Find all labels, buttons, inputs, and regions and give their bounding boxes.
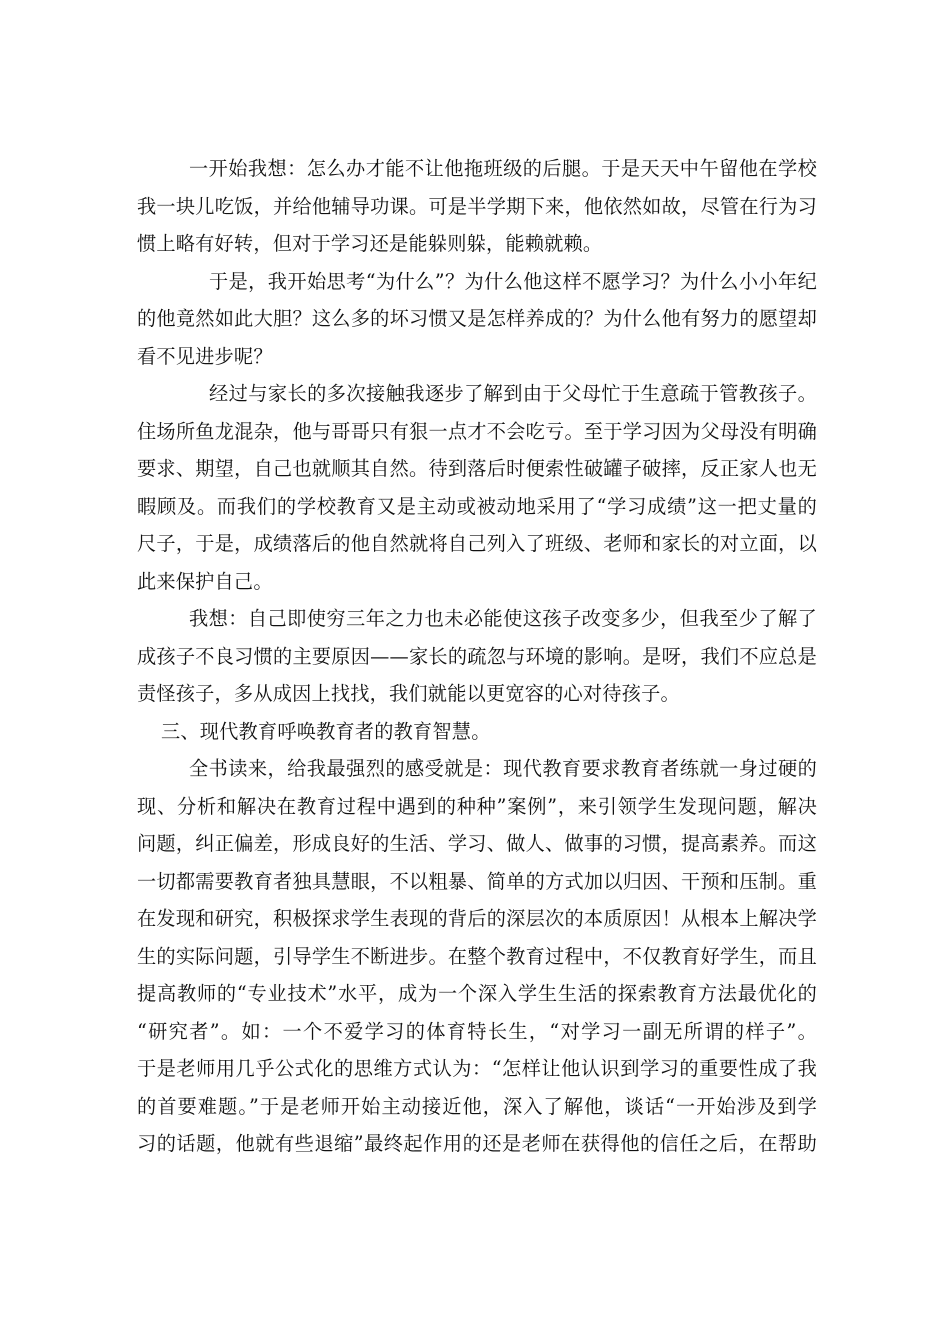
text-line: 一切都需要教育者独具慧眼，不以粗暴、简单的方式加以归因、干预和压制。重 [137,869,817,893]
text-line: 于是老师用几乎公式化的思维方式认为：“怎样让他认识到学习的重要性成了我 [137,1057,817,1080]
text-line: 暇顾及。而我们的学校教育又是主动或被动地采用了“学习成绩”这一把丈量的 [137,494,817,518]
text-line: 住场所鱼龙混杂，他与哥哥只有狠一点才不会吃亏。至于学习因为父母没有明确 [137,419,817,443]
text-line: 尺子，于是，成绩落后的他自然就将自己列入了班级、老师和家长的对立面，以 [137,532,817,555]
text-line: 此来保护自己。 [137,569,273,593]
text-line: 问题，纠正偏差，形成良好的生活、学习、做人、做事的习惯，提高素养。而这 [137,832,817,855]
text-line: 三、现代教育呼唤教育者的教育智慧。 [161,719,491,743]
text-line: 于是，我开始思考“为什么”？为什么他这样不愿学习？为什么小小年纪 [209,269,817,293]
text-line: 看不见进步呢？ [137,344,273,368]
text-line: 责怪孩子，多从成因上找找，我们就能以更宽容的心对待孩子。 [137,682,680,705]
text-line: 我一块儿吃饭，并给他辅导功课。可是半学期下来，他依然如故，尽管在行为习 [137,194,817,218]
text-line: 现、分析和解决在教育过程中遇到的种种”案例”，来引领学生发现问题，解决 [137,794,817,818]
text-line: “研究者”。如：一个不爱学习的体育特长生，“对学习一副无所谓的样子”。 [137,1019,817,1043]
text-line: 的首要难题。”于是老师开始主动接近他，深入了解他，谈话“一开始涉及到学 [137,1094,817,1118]
text-line: 全书读来，给我最强烈的感受就是：现代教育要求教育者练就一身过硬的 [189,757,817,780]
text-line: 习的话题，他就有些退缩”最终起作用的还是老师在获得他的信任之后，在帮助 [137,1132,817,1155]
text-line: 成孩子不良习惯的主要原因——家长的疏忽与环境的影响。是呀，我们不应总是 [137,644,817,668]
text-line: 的他竟然如此大胆？这么多的坏习惯又是怎样养成的？为什么他有努力的愿望却 [137,307,817,330]
text-line: 经过与家长的多次接触我逐步了解到由于父母忙于生意疏于管教孩子。 [209,382,817,405]
text-line: 我想：自己即使穷三年之力也未必能使这孩子改变多少，但我至少了解了 [189,607,817,630]
text-line: 惯上略有好转，但对于学习还是能躲则躲，能赖就赖。 [137,232,603,255]
body-text [137,150,817,1163]
text-line: 生的实际问题，引导学生不断进步。在整个教育过程中，不仅教育好学生，而且 [137,944,817,968]
text-line: 要求、期望，自己也就顺其自然。待到落后时便索性破罐子破摔，反正家人也无 [137,457,817,480]
text-line: 在发现和研究，积极探求学生表现的背后的深层次的本质原因！从根本上解决学 [137,907,817,930]
text-line: 一开始我想：怎么办才能不让他拖班级的后腿。于是天天中午留他在学校 [189,157,817,180]
text-line: 提高教师的“专业技术”水平，成为一个深入学生生活的探索教育方法最优化的 [137,982,817,1005]
